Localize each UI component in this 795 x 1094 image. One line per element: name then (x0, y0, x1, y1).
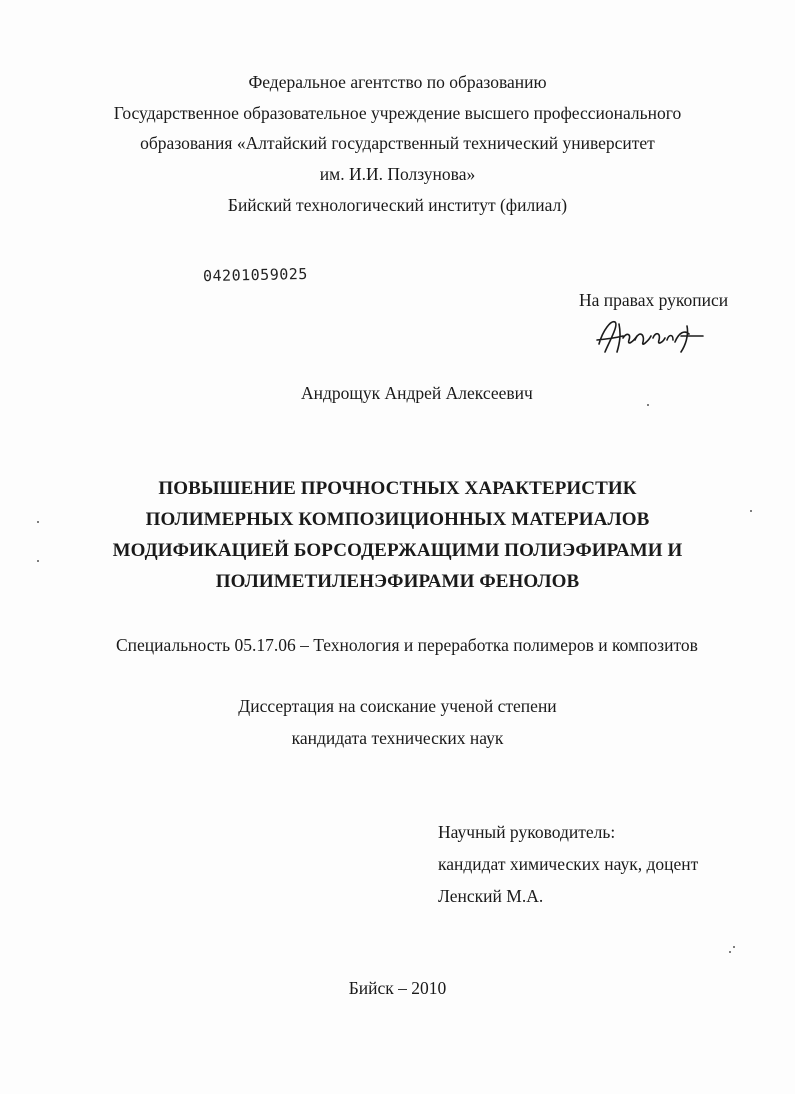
institution-line-2: образования «Алтайский государственный технический университет (140, 133, 655, 153)
supervisor-label: Научный руководитель: (438, 822, 616, 842)
manuscript-rights-note: На правах рукописи (579, 290, 729, 310)
supervisor-name: Ленский М.А. (438, 886, 544, 906)
scan-speck (729, 951, 731, 953)
supervisor-degree: кандидат химических наук, доцент (438, 854, 699, 874)
scan-speck (37, 560, 39, 562)
specialty-line: Специальность 05.17.06 – Технология и переработка полимеров и композитов (116, 635, 698, 655)
institution-line-3: им. И.И. Ползунова» (319, 164, 476, 184)
scan-speck (37, 521, 39, 523)
institute-branch: Бийский технологический институт (филиал) (227, 195, 568, 215)
institution-line-1: Государственное образовательное учреждение высшего профессионального (113, 103, 682, 123)
registration-stamp-number: 04201059025 (202, 264, 309, 286)
scan-speck (647, 404, 649, 406)
author-name: Андрощук Андрей Алексеевич (301, 383, 533, 403)
scan-speck (750, 510, 752, 512)
thesis-title-line-3: МОДИФИКАЦИЕЙ БОРСОДЕРЖАЩИМИ ПОЛИЭФИРАМИ И (112, 540, 683, 561)
dissertation-purpose-line-1: Диссертация на соискание ученой степени (238, 696, 557, 716)
agency-name: Федеральное агентство по образованию (248, 72, 547, 92)
thesis-title-line-2: ПОЛИМЕРНЫХ КОМПОЗИЦИОННЫХ МАТЕРИАЛОВ (145, 509, 650, 530)
scan-speck (733, 946, 735, 948)
handwritten-signature (593, 312, 708, 360)
thesis-title-line-4: ПОЛИМЕТИЛЕНЭФИРАМИ ФЕНОЛОВ (215, 571, 580, 592)
thesis-title-line-1: ПОВЫШЕНИЕ ПРОЧНОСТНЫХ ХАРАКТЕРИСТИК (158, 478, 637, 499)
place-and-year: Бийск – 2010 (348, 978, 447, 998)
dissertation-purpose-line-2: кандидата технических наук (291, 728, 504, 748)
